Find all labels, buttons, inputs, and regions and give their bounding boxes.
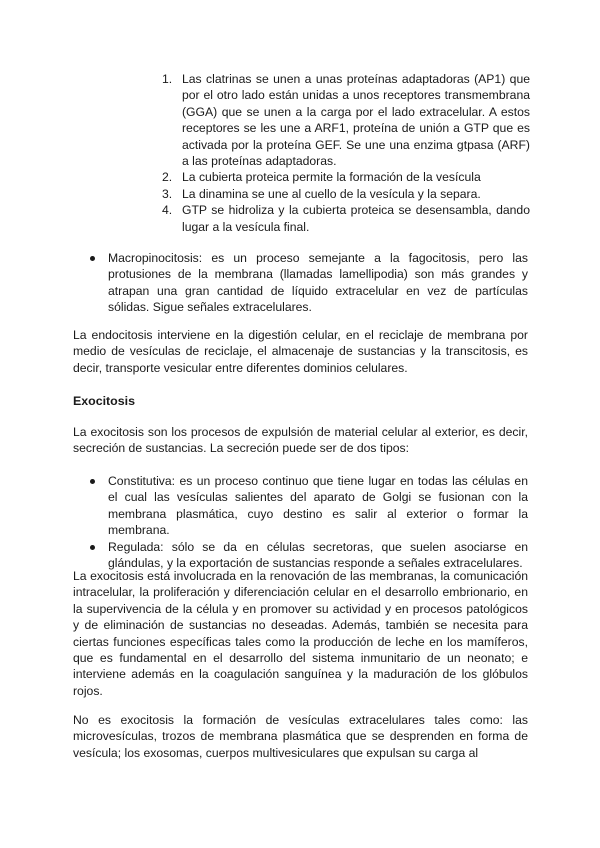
list-number: 1. [162,72,173,86]
bullet-icon [90,545,95,550]
list-item [88,250,528,316]
list-item [162,202,530,235]
bullet-icon [90,479,95,484]
list-number: 2. [162,170,173,185]
exocitosis-roles-paragraph: La exocitosis está involucrada en la renovación de las membranas, la comunicación intracelular, la proliferación y diferenciación celular en el desarrollo embrionario, en la supervivencia de la célula y en promover su actividad y en procesos patológicos y de eliminación de sustancias no deseadas. Además, también se necesita para ciertas funciones específicas tales como la producción de leche en los mamíferos, que es fundamental en el desarrollo del sistema inmunitario de un neonato; e interviene además en la coagulación sanguínea y la maduración de los glóbulos rojos. [73,569,528,698]
list-number: 4. [162,203,173,218]
bullet-icon [90,256,95,261]
list-item-text: La dinamina se une al cuello de la vesícula y la separa. [182,186,481,201]
list-item-text: La cubierta proteica permite la formación de la vesícula [182,170,481,185]
section-heading: Exocitosis [73,394,135,408]
secretion-types-list [88,473,528,571]
exocitosis-intro-paragraph: La exocitosis son los procesos de expulsión de material celular al exterior, es decir, secreción de sustancias. La secreción puede ser de dos tipos: [73,425,528,456]
macropinocitosis-list [88,250,528,316]
list-item [162,169,530,185]
list-item [162,186,530,202]
list-item-text: Constitutiva: es un proceso continuo que tiene lugar en todas las células en el cual las vesículas salientes del aparato de Golgi se fusionan con la membrana plasmática, cuyo destino es salir al exterior o formar la membrana. [108,474,528,538]
list-item-text: Macropinocitosis: es un proceso semejante a la fagocitosis, pero las protusiones de la membrana (llamadas lamellipodia) son más grandes y atrapan una gran cantidad de líquido extracelular en vez de partículas sólidas. Sigue señales extracelulares. [108,251,528,315]
endocitosis-paragraph: La endocitosis interviene en la digestión celular, en el reciclaje de membrana por medio de vesículas de reciclaje, el almacenaje de sustancias y la transcitosis, es decir, transporte vesicular entre diferentes dominios celulares. [73,328,528,375]
list-item-text: Las clatrinas se unen a unas proteínas adaptadoras (AP1) que por el otro lado están unidas a unos receptores transmembrana (GGA) que se unen a la carga por el lado extracelular. A estos receptores se les une a ARF1, proteína de unión a GTP que es activada por la proteína GEF. Se une una enzima gtpasa (ARF) a las proteínas adaptadoras. [182,72,530,169]
list-item [88,473,528,539]
list-item-text: GTP se hidroliza y la cubierta proteica se desensambla, dando lugar a la vesícula final. [182,203,530,234]
numbered-step-list [162,71,530,235]
list-number: 3. [162,186,173,201]
list-item [162,71,530,169]
list-item-text: Regulada: sólo se da en células secretoras, que suelen asociarse en glándulas, y la exportación de sustancias responde a señales extracelulares. [108,539,528,571]
no-exocitosis-paragraph: No es exocitosis la formación de vesículas extracelulares tales como: las microvesículas, trozos de membrana plasmática que se desprenden en forma de vesícula; los exosomas, cuerpos multivesiculares que expulsan su carga al [73,713,528,760]
list-item [88,539,528,572]
